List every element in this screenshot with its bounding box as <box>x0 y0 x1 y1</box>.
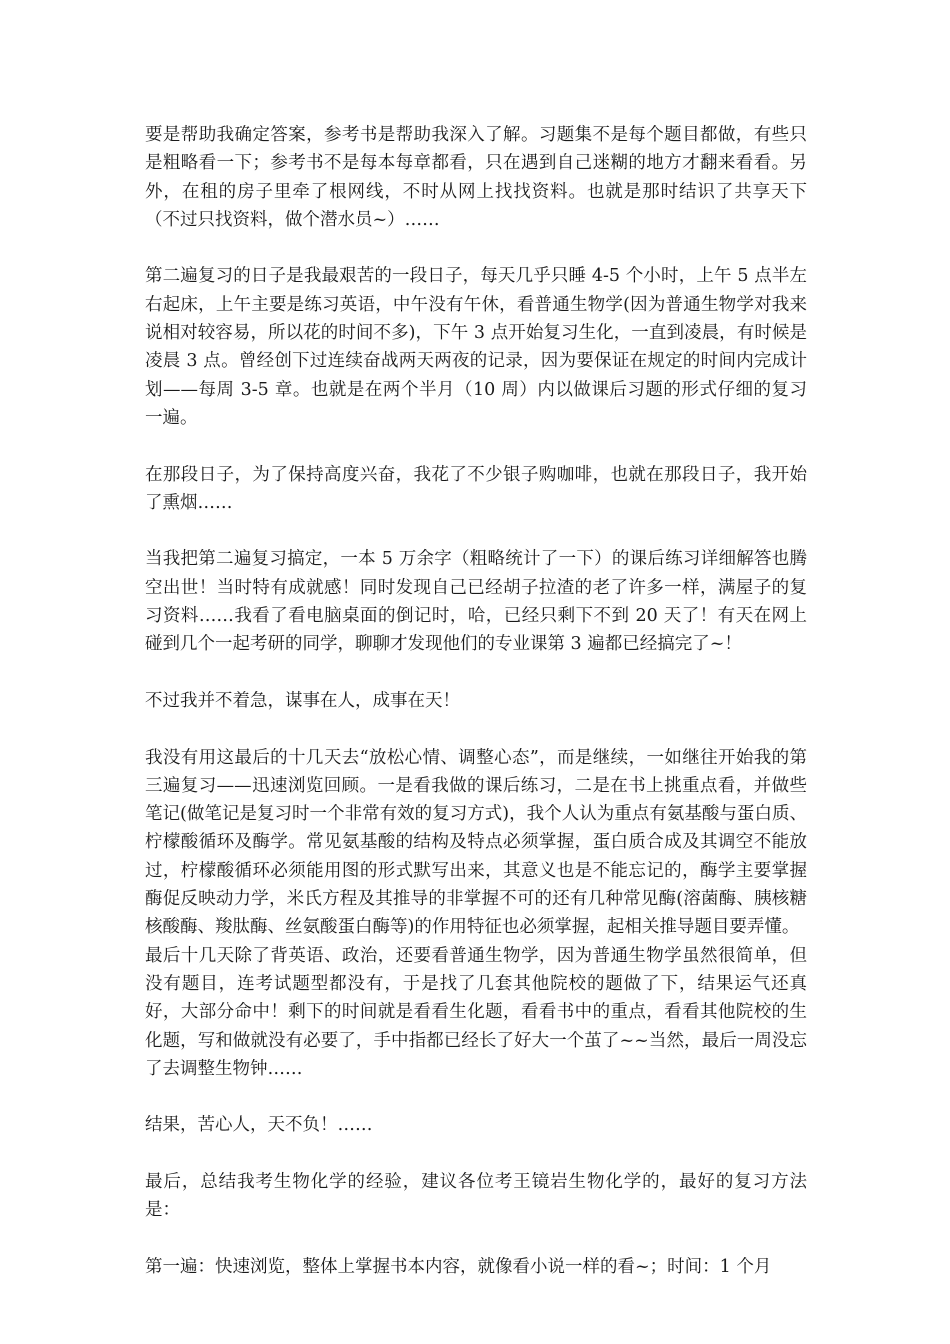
paragraph-9: 最后，总结我考生物化学的经验，建议各位考王镜岩生物化学的，最好的复习方法是： <box>145 1171 807 1221</box>
paragraph-3: 在那段日子，为了保持高度兴奋，我花了不少银子购咖啡，也就在那段日子，我开始了熏烟…… <box>145 464 807 513</box>
paragraph-6: 我没有用这最后的十几天去“放松心情、调整心态”，而是继续，一如继往开始我的第三遍复习——迅速浏览回顾。一是看我做的课后练习，二是在书上挑重点看，并做些笔记(做笔记是复习时一个非常有效的复习方式)，我个人认为重点有氨基酸与蛋白质、柠檬酸循环及酶学。常见氨基酸的结构及特点必须掌握，蛋白质合成及其调空不能放过，柠檬酸循环必须能用图的形式默写出来，其意义也是不能忘记的，酶学主要掌握酶促反映动力学，米氏方程及其推导的非掌握不可的还有几种常见酶(溶菌酶、胰核糖核酸酶、羧肽酶、丝氨酸蛋白酶等)的作用特征也必须掌握，起相关推导题目要弄懂。 <box>145 747 807 938</box>
paragraph-4: 当我把第二遍复习搞定，一本 5 万余字（粗略统计了一下）的课后练习详细解答也腾空出世！当时特有成就感！同时发现自己已经胡子拉渣的老了许多一样，满屋子的复习资料……我看了看电脑桌面的倒记时，哈，已经只剩下不到 20 天了！有天在网上碰到几个一起考研的同学，聊聊才发现他们的专业课第 3 遍都已经搞完了~！ <box>145 549 807 655</box>
paragraph-7: 最后十几天除了背英语、政治，还要看普通生物学，因为普通生物学虽然很简单，但没有题目，连考试题型都没有，于是找了几套其他院校的题做了下，结果运气还真好，大部分命中！剩下的时间就是看看生化题，看看书中的重点，看看其他院校的生化题，写和做就没有必要了，手中指都已经长了好大一个茧了~~当然，最后一周没忘了去调整生物钟…… <box>145 945 807 1079</box>
paragraph-8: 结果，苦心人，天不负！…… <box>145 1115 373 1136</box>
paragraph-10: 第一遍：快速浏览，整体上掌握书本内容，就像看小说一样的看~；时间：1 个月 <box>145 1256 772 1277</box>
paragraph-1: 要是帮助我确定答案，参考书是帮助我深入了解。习题集不是每个题目都做，有些只是粗略看一下；参考书不是每本每章都看，只在遇到自己迷糊的地方才翻来看看。另外，在租的房子里牵了根网线，不时从网上找找资料。也就是那时结识了共享天下（不过只找资料，做个潜水员~）…… <box>145 125 807 230</box>
document-body <box>145 121 807 1309</box>
paragraph-5: 不过我并不着急，谋事在人，成事在天！ <box>145 690 460 711</box>
paragraph-2: 第二遍复习的日子是我最艰苦的一段日子，每天几乎只睡 4-5 个小时，上午 5 点半左右起床，上午主要是练习英语，中午没有午休，看普通生物学(因为普通生物学对我来说相对较容易，所以花的时间不多)，下午 3 点开始复习生化，一直到凌晨，有时候是凌晨 3 点。曾经创下过连续奋战两天两夜的记录，因为要保证在规定的时间内完成计划——每周 3-5 章。也就是在两个半月（10 周）内以做课后习题的形式仔细的复习一遍。 <box>145 266 807 428</box>
